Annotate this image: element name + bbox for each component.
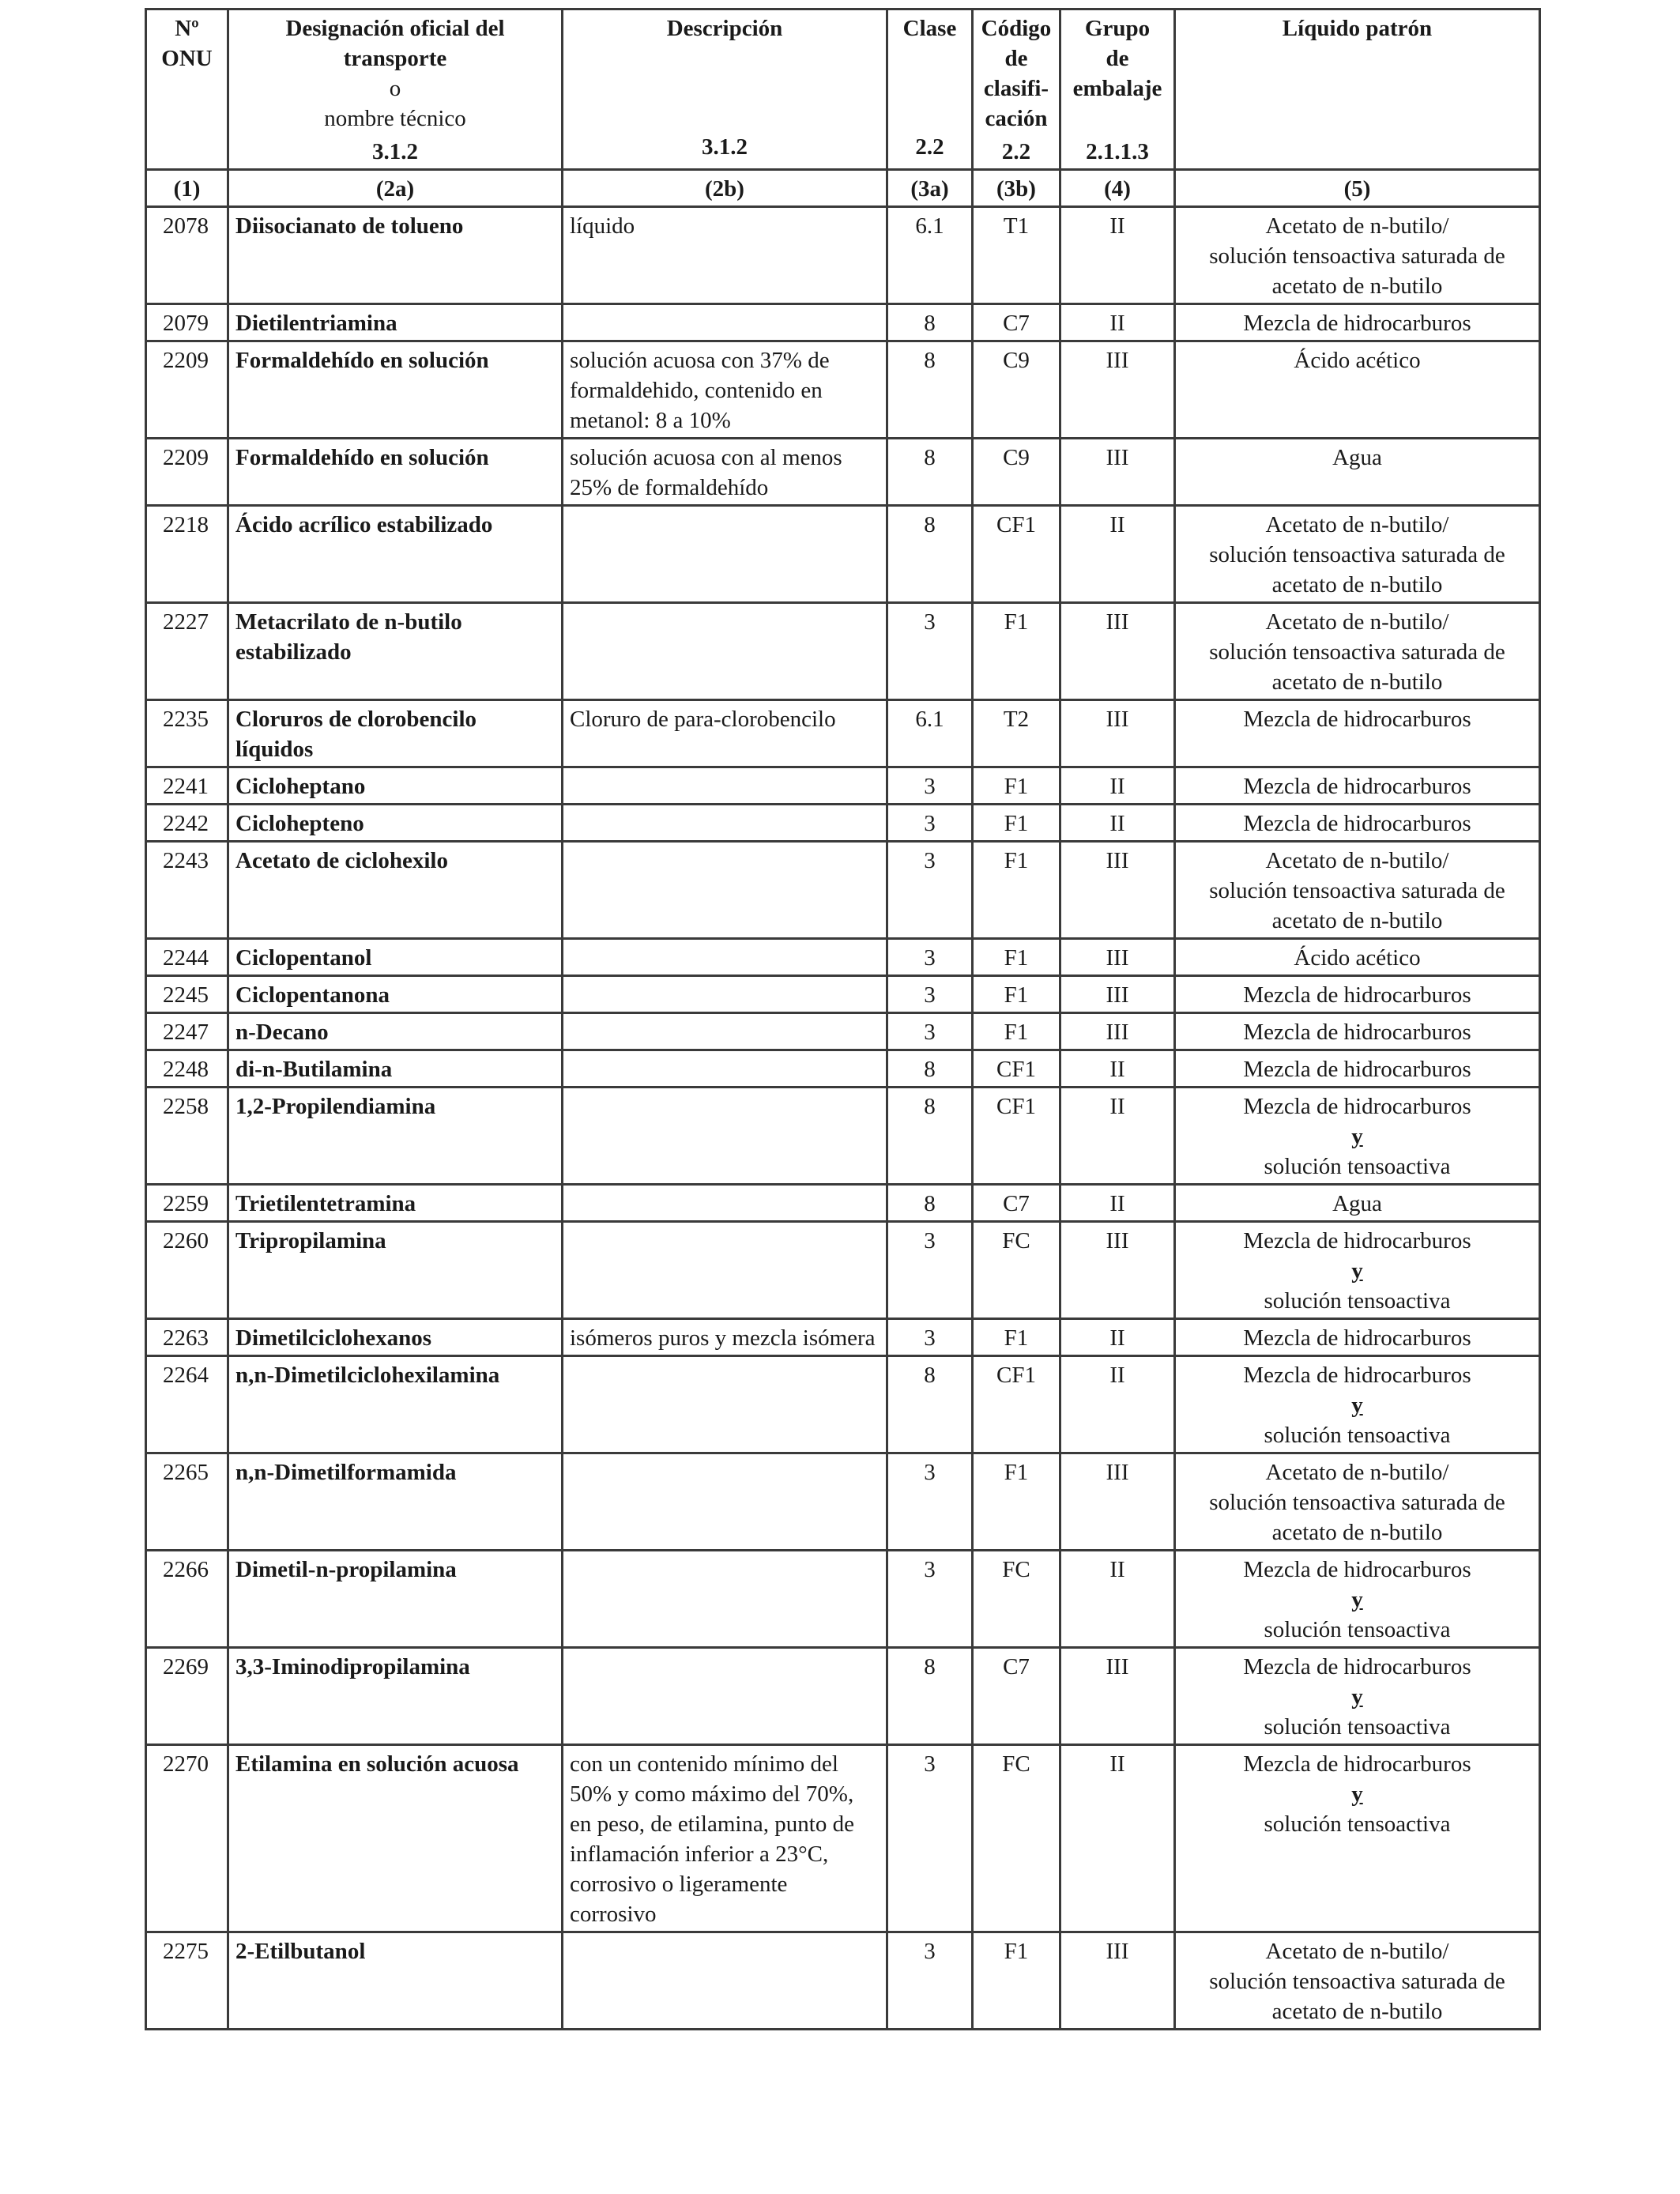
table-row <box>146 1932 1540 2030</box>
header-class-ref: 2.2 <box>915 134 944 160</box>
conjunction-text: y <box>1351 1393 1363 1418</box>
header-code-ref: 2.2 <box>1001 139 1031 164</box>
header-onu-line-2: ONU <box>161 46 213 71</box>
onu-cell: 2227 <box>146 603 228 700</box>
standard-liquid-line: solución tensoactiva <box>1264 1714 1451 1740</box>
onu-cell: 2266 <box>146 1551 228 1648</box>
description-cell <box>563 1356 887 1453</box>
header-code-line-2: de <box>1004 46 1028 71</box>
class-cell: 3 <box>887 939 973 976</box>
code-cell: F1 <box>973 1453 1060 1551</box>
packing-group-cell: III <box>1060 700 1175 767</box>
code-cell: CF1 <box>973 1356 1060 1453</box>
onu-cell: 2269 <box>146 1648 228 1745</box>
designation-cell: Ácido acrílico estabilizado <box>228 506 563 603</box>
conjunction-text: y <box>1351 1258 1363 1284</box>
designation-cell: Ciclopentanona <box>228 976 563 1013</box>
standard-liquid-line: acetato de n-butilo <box>1271 273 1443 299</box>
description-cell <box>563 1551 887 1648</box>
standard-liquid-cell <box>1175 1551 1540 1648</box>
header-spacer <box>1068 104 1167 134</box>
standard-liquid-line: solución tensoactiva <box>1264 1617 1451 1642</box>
packing-group-cell: III <box>1060 1648 1175 1745</box>
header-group-line-2: de <box>1106 46 1129 71</box>
onu-cell: 2209 <box>146 341 228 439</box>
standard-liquid-line: acetato de n-butilo <box>1271 572 1443 598</box>
packing-group-cell: III <box>1060 1013 1175 1050</box>
code-cell: C9 <box>973 341 1060 439</box>
packing-group-cell: II <box>1060 1050 1175 1088</box>
table-row <box>146 341 1540 439</box>
standard-liquid-cell <box>1175 1745 1540 1932</box>
standard-liquid-cell <box>1175 1013 1540 1050</box>
designation-cell: Formaldehído en solución <box>228 341 563 439</box>
table-row <box>146 1551 1540 1648</box>
description-cell <box>563 805 887 842</box>
designation-cell: Dimetilciclohexanos <box>228 1319 563 1356</box>
table-row <box>146 767 1540 805</box>
code-cell: F1 <box>973 603 1060 700</box>
column-number: (3b) <box>973 170 1060 207</box>
class-cell: 3 <box>887 1745 973 1932</box>
table-row <box>146 439 1540 506</box>
packing-group-cell: III <box>1060 1222 1175 1319</box>
onu-cell: 2218 <box>146 506 228 603</box>
class-cell: 8 <box>887 1185 973 1222</box>
code-cell: F1 <box>973 1319 1060 1356</box>
packing-group-cell: II <box>1060 767 1175 805</box>
table-row <box>146 1453 1540 1551</box>
description-cell <box>563 767 887 805</box>
table-row <box>146 603 1540 700</box>
standard-liquid-line: solución tensoactiva saturada de <box>1209 639 1505 665</box>
code-cell: F1 <box>973 939 1060 976</box>
packing-group-cell: II <box>1060 1185 1175 1222</box>
standard-liquid-line: solución tensoactiva <box>1264 1154 1451 1179</box>
standard-liquid-line: Acetato de n-butilo/ <box>1265 512 1449 537</box>
designation-cell: Etilamina en solución acuosa <box>228 1745 563 1932</box>
code-cell: F1 <box>973 1932 1060 2030</box>
designation-cell: Tripropilamina <box>228 1222 563 1319</box>
code-cell: FC <box>973 1745 1060 1932</box>
description-cell <box>563 1013 887 1050</box>
standard-liquid-line: Ácido acético <box>1294 348 1421 373</box>
conjunction-text: y <box>1351 1124 1363 1149</box>
table-row <box>146 1050 1540 1088</box>
standard-liquid-line: solución tensoactiva saturada de <box>1209 1969 1505 1994</box>
table-body <box>146 207 1540 2030</box>
description-cell: solución acuosa con al menos 25% de formaldehído <box>563 439 887 506</box>
description-cell <box>563 1222 887 1319</box>
designation-cell: n,n-Dimetilformamida <box>228 1453 563 1551</box>
standard-liquid-cell <box>1175 1222 1540 1319</box>
code-cell: T1 <box>973 207 1060 304</box>
class-cell: 3 <box>887 805 973 842</box>
header-spacer <box>570 43 880 56</box>
standard-liquid-cell <box>1175 939 1540 976</box>
header-spacer <box>895 56 965 69</box>
class-cell: 8 <box>887 439 973 506</box>
onu-cell: 2245 <box>146 976 228 1013</box>
packing-group-cell: II <box>1060 506 1175 603</box>
designation-cell: Ciclohepteno <box>228 805 563 842</box>
code-cell: F1 <box>973 842 1060 939</box>
description-cell <box>563 1932 887 2030</box>
header-code-line-4: cación <box>985 106 1048 131</box>
standard-liquid-line: Mezcla de hidrocarburos <box>1243 707 1471 732</box>
code-cell: C9 <box>973 439 1060 506</box>
standard-liquid-line: Acetato de n-butilo/ <box>1265 1939 1449 1964</box>
class-cell: 3 <box>887 1453 973 1551</box>
table-row <box>146 506 1540 603</box>
standard-liquid-line: Mezcla de hidrocarburos <box>1243 1228 1471 1253</box>
class-cell: 6.1 <box>887 700 973 767</box>
class-cell: 3 <box>887 1319 973 1356</box>
code-cell: C7 <box>973 1185 1060 1222</box>
packing-group-cell: II <box>1060 1356 1175 1453</box>
code-cell: F1 <box>973 976 1060 1013</box>
designation-cell: Cloruros de clorobencilo líquidos <box>228 700 563 767</box>
description-cell <box>563 842 887 939</box>
code-cell: F1 <box>973 767 1060 805</box>
standard-liquid-line: Mezcla de hidrocarburos <box>1243 311 1471 336</box>
header-code <box>973 9 1060 170</box>
substances-table <box>145 8 1541 2030</box>
designation-cell: Dimetil-n-propilamina <box>228 1551 563 1648</box>
description-cell <box>563 304 887 341</box>
onu-cell: 2260 <box>146 1222 228 1319</box>
table-row <box>146 1319 1540 1356</box>
standard-liquid-cell <box>1175 1453 1540 1551</box>
designation-cell: Trietilentetramina <box>228 1185 563 1222</box>
standard-liquid-line: solución tensoactiva <box>1264 1423 1451 1448</box>
header-class-label: Clase <box>902 16 957 41</box>
standard-liquid-line: solución tensoactiva saturada de <box>1209 1490 1505 1515</box>
header-class <box>887 9 973 170</box>
header-standard-liquid <box>1175 9 1540 170</box>
standard-liquid-line: Mezcla de hidrocarburos <box>1243 1094 1471 1119</box>
standard-liquid-line: Acetato de n-butilo/ <box>1265 848 1449 873</box>
standard-liquid-line: solución tensoactiva saturada de <box>1209 243 1505 269</box>
standard-liquid-line: Mezcla de hidrocarburos <box>1243 1020 1471 1045</box>
standard-liquid-cell <box>1175 805 1540 842</box>
standard-liquid-line: acetato de n-butilo <box>1271 669 1443 695</box>
onu-cell: 2079 <box>146 304 228 341</box>
table-row <box>146 1745 1540 1932</box>
standard-liquid-line: Agua <box>1332 1191 1382 1216</box>
class-cell: 3 <box>887 1551 973 1648</box>
onu-cell: 2244 <box>146 939 228 976</box>
class-cell: 8 <box>887 1356 973 1453</box>
standard-liquid-cell <box>1175 700 1540 767</box>
class-cell: 3 <box>887 603 973 700</box>
column-number: (1) <box>146 170 228 207</box>
code-cell: CF1 <box>973 1050 1060 1088</box>
description-cell: con un contenido mínimo del 50% y como máximo del 70%, en peso, de etilamina, punto de inflamación inferior a 23°C, corrosivo o ligeramente corrosivo <box>563 1745 887 1932</box>
standard-liquid-cell <box>1175 439 1540 506</box>
header-group-line-3: embalaje <box>1072 76 1162 101</box>
description-cell: Cloruro de para-clorobencilo <box>563 700 887 767</box>
designation-cell: Formaldehído en solución <box>228 439 563 506</box>
class-cell: 8 <box>887 506 973 603</box>
onu-cell: 2078 <box>146 207 228 304</box>
packing-group-cell: III <box>1060 1932 1175 2030</box>
onu-cell: 2265 <box>146 1453 228 1551</box>
standard-liquid-line: Mezcla de hidrocarburos <box>1243 1557 1471 1582</box>
onu-cell: 2259 <box>146 1185 228 1222</box>
header-spacer <box>895 69 965 99</box>
table-row <box>146 1648 1540 1745</box>
packing-group-cell: III <box>1060 1453 1175 1551</box>
onu-cell: 2263 <box>146 1319 228 1356</box>
header-description-ref: 3.1.2 <box>702 134 748 160</box>
standard-liquid-line: Agua <box>1332 445 1382 470</box>
header-code-line-1: Código <box>981 16 1052 41</box>
header-designation-line-4: nombre técnico <box>324 106 466 131</box>
designation-cell: 2-Etilbutanol <box>228 1932 563 2030</box>
table-row <box>146 1088 1540 1185</box>
onu-cell: 2241 <box>146 767 228 805</box>
onu-cell: 2235 <box>146 700 228 767</box>
class-cell: 8 <box>887 304 973 341</box>
packing-group-cell: III <box>1060 341 1175 439</box>
column-number: (4) <box>1060 170 1175 207</box>
packing-group-cell: II <box>1060 1745 1175 1932</box>
class-cell: 6.1 <box>887 207 973 304</box>
class-cell: 3 <box>887 842 973 939</box>
onu-cell: 2243 <box>146 842 228 939</box>
header-standard-liquid-label: Líquido patrón <box>1282 16 1433 41</box>
header-designation-line-2: transporte <box>343 46 447 71</box>
standard-liquid-line: solución tensoactiva <box>1264 1811 1451 1837</box>
standard-liquid-cell <box>1175 1088 1540 1185</box>
column-number: (2b) <box>563 170 887 207</box>
table-row <box>146 207 1540 304</box>
packing-group-cell: II <box>1060 1088 1175 1185</box>
code-cell: F1 <box>973 1013 1060 1050</box>
onu-cell: 2242 <box>146 805 228 842</box>
description-cell <box>563 1648 887 1745</box>
class-cell: 3 <box>887 1013 973 1050</box>
table-row <box>146 1222 1540 1319</box>
table-row <box>146 805 1540 842</box>
description-cell <box>563 976 887 1013</box>
standard-liquid-line: Mezcla de hidrocarburos <box>1243 1363 1471 1388</box>
standard-liquid-cell <box>1175 1185 1540 1222</box>
class-cell: 8 <box>887 1648 973 1745</box>
description-cell <box>563 506 887 603</box>
standard-liquid-line: solución tensoactiva saturada de <box>1209 878 1505 903</box>
standard-liquid-cell <box>1175 1932 1540 2030</box>
class-cell: 3 <box>887 1222 973 1319</box>
standard-liquid-line: Mezcla de hidrocarburos <box>1243 811 1471 836</box>
standard-liquid-cell <box>1175 1050 1540 1088</box>
standard-liquid-line: Mezcla de hidrocarburos <box>1243 774 1471 799</box>
table-row <box>146 939 1540 976</box>
class-cell: 8 <box>887 341 973 439</box>
column-number-row <box>146 170 1540 207</box>
standard-liquid-line: Ácido acético <box>1294 945 1421 971</box>
designation-cell: di-n-Butilamina <box>228 1050 563 1088</box>
packing-group-cell: III <box>1060 603 1175 700</box>
standard-liquid-line: Mezcla de hidrocarburos <box>1243 1325 1471 1351</box>
header-onu-line-1: Nº <box>175 16 199 41</box>
header-designation-line-1: Designación oficial del <box>285 16 505 41</box>
column-number: (2a) <box>228 170 563 207</box>
description-cell <box>563 1185 887 1222</box>
header-designation-line-3: o <box>389 76 401 101</box>
onu-cell: 2258 <box>146 1088 228 1185</box>
designation-cell: n,n-Dimetilciclohexilamina <box>228 1356 563 1453</box>
code-cell: CF1 <box>973 506 1060 603</box>
header-group-line-1: Grupo <box>1084 16 1151 41</box>
standard-liquid-cell <box>1175 1648 1540 1745</box>
header-code-line-3: clasifi- <box>983 76 1049 101</box>
onu-cell: 2248 <box>146 1050 228 1088</box>
code-cell: FC <box>973 1551 1060 1648</box>
class-cell: 8 <box>887 1050 973 1088</box>
conjunction-text: y <box>1351 1781 1363 1807</box>
header-designation-ref: 3.1.2 <box>372 139 418 164</box>
header-spacer <box>895 99 965 129</box>
standard-liquid-line: acetato de n-butilo <box>1271 908 1443 933</box>
standard-liquid-line: Acetato de n-butilo/ <box>1265 213 1449 239</box>
description-cell <box>563 939 887 976</box>
packing-group-cell: II <box>1060 304 1175 341</box>
standard-liquid-cell <box>1175 1319 1540 1356</box>
description-cell: solución acuosa con 37% de formaldehido, contenido en metanol: 8 a 10% <box>563 341 887 439</box>
standard-liquid-cell <box>1175 603 1540 700</box>
description-cell <box>563 603 887 700</box>
header-row <box>146 9 1540 170</box>
description-cell <box>563 1088 887 1185</box>
conjunction-text: y <box>1351 1684 1363 1710</box>
code-cell: F1 <box>973 805 1060 842</box>
table-row <box>146 700 1540 767</box>
code-cell: FC <box>973 1222 1060 1319</box>
designation-cell: Dietilentriamina <box>228 304 563 341</box>
onu-cell: 2209 <box>146 439 228 506</box>
standard-liquid-cell <box>1175 976 1540 1013</box>
standard-liquid-cell <box>1175 304 1540 341</box>
standard-liquid-line: solución tensoactiva saturada de <box>1209 542 1505 567</box>
designation-cell: Ciclopentanol <box>228 939 563 976</box>
onu-cell: 2264 <box>146 1356 228 1453</box>
header-group-ref: 2.1.1.3 <box>1086 139 1149 164</box>
designation-cell: n-Decano <box>228 1013 563 1050</box>
packing-group-cell: II <box>1060 805 1175 842</box>
description-cell: líquido <box>563 207 887 304</box>
header-spacer <box>570 69 880 99</box>
standard-liquid-line: Mezcla de hidrocarburos <box>1243 982 1471 1008</box>
packing-group-cell: II <box>1060 1551 1175 1648</box>
onu-cell: 2247 <box>146 1013 228 1050</box>
table-row <box>146 976 1540 1013</box>
column-number: (5) <box>1175 170 1540 207</box>
standard-liquid-line: Mezcla de hidrocarburos <box>1243 1654 1471 1679</box>
header-description <box>563 9 887 170</box>
table-row <box>146 1356 1540 1453</box>
packing-group-cell: III <box>1060 976 1175 1013</box>
standard-liquid-line: acetato de n-butilo <box>1271 1999 1443 2024</box>
description-cell: isómeros puros y mezcla isómera <box>563 1319 887 1356</box>
column-number: (3a) <box>887 170 973 207</box>
standard-liquid-line: Mezcla de hidrocarburos <box>1243 1057 1471 1082</box>
header-description-label: Descripción <box>666 16 783 41</box>
code-cell: C7 <box>973 304 1060 341</box>
header-spacer <box>895 43 965 56</box>
conjunction-text: y <box>1351 1587 1363 1612</box>
code-cell: T2 <box>973 700 1060 767</box>
table-row <box>146 842 1540 939</box>
standard-liquid-cell <box>1175 341 1540 439</box>
table-row <box>146 304 1540 341</box>
class-cell: 3 <box>887 1932 973 2030</box>
standard-liquid-line: solución tensoactiva <box>1264 1288 1451 1314</box>
table-row <box>146 1013 1540 1050</box>
class-cell: 3 <box>887 976 973 1013</box>
header-designation <box>228 9 563 170</box>
table-row <box>146 1185 1540 1222</box>
designation-cell: Diisocianato de tolueno <box>228 207 563 304</box>
standard-liquid-line: acetato de n-butilo <box>1271 1520 1443 1545</box>
designation-cell: 3,3-Iminodipropilamina <box>228 1648 563 1745</box>
onu-cell: 2275 <box>146 1932 228 2030</box>
designation-cell: 1,2-Propilendiamina <box>228 1088 563 1185</box>
onu-cell: 2270 <box>146 1745 228 1932</box>
packing-group-cell: III <box>1060 939 1175 976</box>
packing-group-cell: III <box>1060 842 1175 939</box>
designation-cell: Acetato de ciclohexilo <box>228 842 563 939</box>
designation-cell: Cicloheptano <box>228 767 563 805</box>
standard-liquid-line: Acetato de n-butilo/ <box>1265 1460 1449 1485</box>
class-cell: 3 <box>887 767 973 805</box>
designation-cell: Metacrilato de n-butilo estabilizado <box>228 603 563 700</box>
packing-group-cell: II <box>1060 207 1175 304</box>
standard-liquid-cell <box>1175 842 1540 939</box>
description-cell <box>563 1050 887 1088</box>
standard-liquid-line: Acetato de n-butilo/ <box>1265 609 1449 635</box>
header-spacer <box>570 99 880 129</box>
description-cell <box>563 1453 887 1551</box>
code-cell: CF1 <box>973 1088 1060 1185</box>
header-spacer <box>570 56 880 69</box>
standard-liquid-cell <box>1175 767 1540 805</box>
standard-liquid-cell <box>1175 207 1540 304</box>
standard-liquid-cell <box>1175 1356 1540 1453</box>
packing-group-cell: III <box>1060 439 1175 506</box>
packing-group-cell: II <box>1060 1319 1175 1356</box>
code-cell: C7 <box>973 1648 1060 1745</box>
header-group <box>1060 9 1175 170</box>
standard-liquid-cell <box>1175 506 1540 603</box>
class-cell: 8 <box>887 1088 973 1185</box>
header-onu <box>146 9 228 170</box>
standard-liquid-line: Mezcla de hidrocarburos <box>1243 1751 1471 1777</box>
